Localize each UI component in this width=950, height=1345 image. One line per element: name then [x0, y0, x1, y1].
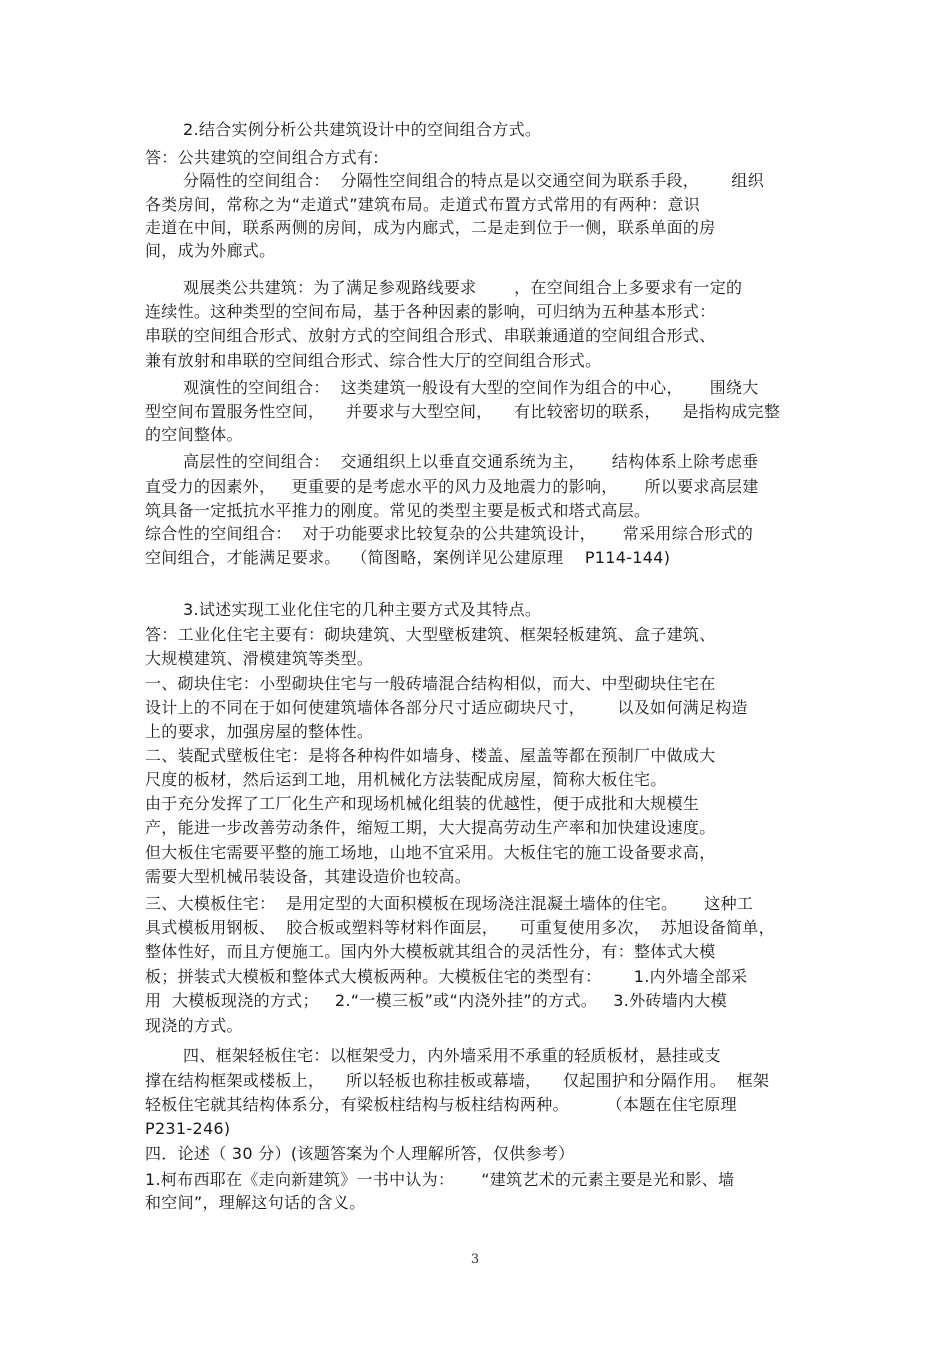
- paragraph-line: 大规模建筑、滑模建筑等类型。: [145, 649, 374, 668]
- paragraph-line: 撑在结构框架或楼板上， 所以轻板也称挂板或幕墙， 仅起围护和分隔作用。 框架: [145, 1071, 770, 1090]
- paragraph-line: 空间组合，才能满足要求。 （简图略，案例详见公建原理 P114-144): [145, 548, 671, 567]
- paragraph-line: 兼有放射和串联的空间组合形式、综合性大厅的空间组合形式。: [145, 351, 602, 370]
- question-title: 2.结合实例分析公共建筑设计中的空间组合方式。: [183, 120, 542, 139]
- paragraph-line: 由于充分发挥了工厂化生产和现场机械化组装的优越性，便于成批和大规模生: [145, 794, 700, 813]
- paragraph-line: 现浇的方式。: [145, 1016, 243, 1035]
- paragraph-line: 尺度的板材，然后运到工地，用机械化方法装配成房屋，简称大板住宅。: [145, 770, 667, 789]
- paragraph-line: 上的要求，加强房屋的整体性。: [145, 722, 374, 741]
- paragraph-line: 连续性。这种类型的空间布局，基于各种因素的影响，可归纳为五种基本形式：: [145, 302, 716, 321]
- paragraph-line: 观演性的空间组合： 这类建筑一般设有大型的空间作为组合的中心， 围绕大: [183, 378, 759, 397]
- section-heading: 四．论述（ 30 分）(该题答案为个人理解所答，仅供参考）: [145, 1144, 575, 1163]
- paragraph-line: P231-246): [145, 1119, 231, 1138]
- paragraph-line: 综合性的空间组合： 对于功能要求比较复杂的公共建筑设计， 常采用综合形式的: [145, 524, 754, 543]
- paragraph-line: 走道在中间，联系两侧的房间，成为内廊式，二是走到位于一侧，联系单面的房: [145, 218, 716, 237]
- paragraph-line: 1.柯布西耶在《走向新建筑》一书中认为： “建筑艺术的元素主要是光和影、墙: [145, 1170, 735, 1189]
- paragraph-line: 需要大型机械吊装设备，其建设造价也较高。: [145, 867, 472, 886]
- paragraph-line: 直受力的因素外， 更重要的是考虑水平的风力及地震力的影响， 所以要求高层建: [145, 477, 759, 496]
- paragraph-line: 的空间整体。: [145, 425, 243, 444]
- question-title: 3.试述实现工业化住宅的几种主要方式及其特点。: [183, 600, 542, 619]
- paragraph-line: 高层性的空间组合： 交通组织上以垂直交通系统为主， 结构体系上除考虑垂: [183, 452, 759, 471]
- paragraph-line: 观展类公共建筑：为了满足参观路线要求 ，在空间组合上多要求有一定的: [183, 278, 743, 297]
- paragraph-line: 二、装配式壁板住宅：是将各种构件如墙身、楼盖、屋盖等都在预制厂中做成大: [145, 746, 716, 765]
- paragraph-line: 间，成为外廊式。: [145, 241, 276, 260]
- paragraph-line: 答：工业化住宅主要有：砌块建筑、大型壁板建筑、框架轻板建筑、盒子建筑、: [145, 625, 716, 644]
- paragraph-line: 各类房间，常称之为“走道式”建筑布局。走道式布置方式常用的有两种：意识: [145, 195, 701, 214]
- page-number: 3: [470, 1252, 480, 1267]
- paragraph-line: 答：公共建筑的空间组合方式有:: [145, 148, 379, 167]
- paragraph-line: 板；拼装式大模板和整体式大模板两种。大模板住宅的类型有： 1.内外墙全部采: [145, 967, 748, 986]
- paragraph-line: 用 大模板现浇的方式； 2.“一模三板”或“内浇外挂”的方式。 3.外砖墙内大模: [145, 991, 727, 1010]
- paragraph-line: 一、砌块住宅：小型砌块住宅与一般砖墙混合结构相似，而大、中型砌块住宅在: [145, 674, 716, 693]
- paragraph-line: 具式模板用钢板、 胶合板或塑料等材料作面层， 可重复使用多次， 苏旭设备简单，: [145, 918, 775, 937]
- paragraph-line: 整体性好，而且方便施工。国内外大模板就其组合的灵活性分，有：整体式大模: [145, 942, 716, 961]
- paragraph-line: 四、框架轻板住宅：以框架受力，内外墙采用不承重的轻质板材，悬挂或支: [183, 1046, 721, 1065]
- paragraph-line: 和空间”，理解这句话的含义。: [145, 1193, 366, 1212]
- paragraph-line: 但大板住宅需要平整的施工场地，山地不宜采用。大板住宅的施工设备要求高，: [145, 843, 716, 862]
- paragraph-line: 设计上的不同在于如何使建筑墙体各部分尺寸适应砌块尺寸， 以及如何满足构造: [145, 698, 748, 717]
- paragraph-line: 轻板住宅就其结构体系分，有梁板柱结构与板柱结构两种。 （本题在住宅原理: [145, 1095, 737, 1114]
- paragraph-line: 串联的空间组合形式、放射方式的空间组合形式、串联兼通道的空间组合形式、: [145, 326, 716, 345]
- paragraph-line: 三、大模板住宅： 是用定型的大面积模板在现场浇注混凝土墙体的住宅。 这种工: [145, 894, 754, 913]
- paragraph-line: 筑具备一定抵抗水平推力的刚度。常见的类型主要是板式和塔式高层。: [145, 501, 651, 520]
- paragraph-line: 型空间布置服务性空间， 并要求与大型空间， 有比较密切的联系， 是指构成完整: [145, 402, 781, 421]
- paragraph-line: 分隔性的空间组合： 分隔性空间组合的特点是以交通空间为联系手段， 组织: [183, 171, 764, 190]
- paragraph-line: 产，能进一步改善劳动条件，缩短工期，大大提高劳动生产率和加快建设速度。: [145, 818, 716, 837]
